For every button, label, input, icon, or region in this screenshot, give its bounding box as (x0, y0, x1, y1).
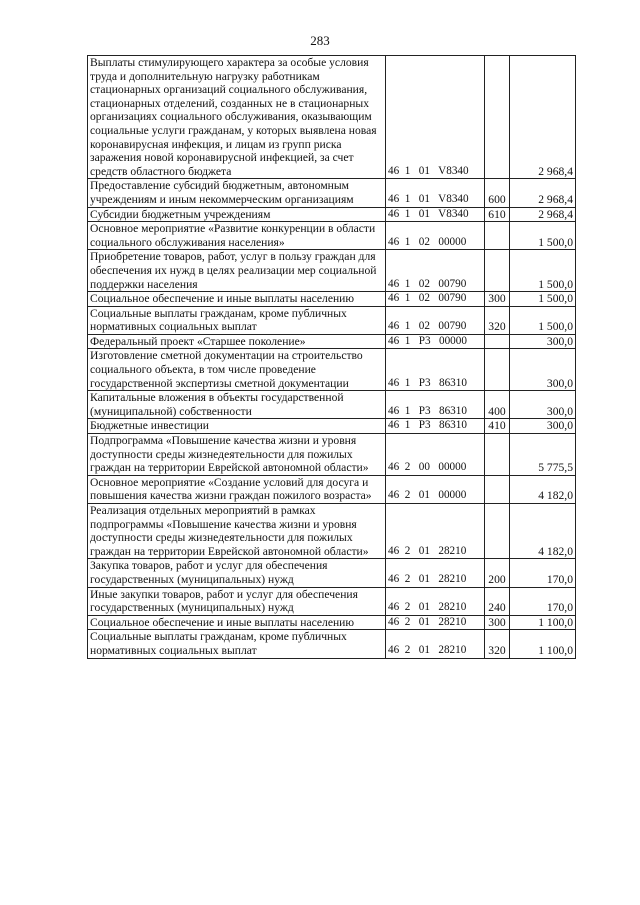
row-code: 46 2 01 00000 (386, 475, 485, 503)
row-sum: 170,0 (510, 587, 576, 615)
row-name: Капитальные вложения в объекты государственной (муниципальной) собственности (88, 391, 386, 419)
row-sum: 1 100,0 (510, 615, 576, 630)
row-sum: 170,0 (510, 559, 576, 587)
row-name: Предоставление субсидий бюджетным, автономным учреждениям и иным некоммерческим организациям (88, 179, 386, 207)
table-row (88, 630, 576, 658)
row-name: Бюджетные инвестиции (88, 419, 386, 434)
row-expense-type: 320 (485, 306, 510, 334)
row-expense-type: 410 (485, 419, 510, 434)
row-name: Социальные выплаты гражданам, кроме публичных нормативных социальных выплат (88, 306, 386, 334)
row-expense-type (485, 434, 510, 476)
row-name: Социальные выплаты гражданам, кроме публичных нормативных социальных выплат (88, 630, 386, 658)
row-sum: 2 968,4 (510, 56, 576, 179)
table-row (88, 207, 576, 222)
table-row (88, 391, 576, 419)
row-sum: 300,0 (510, 419, 576, 434)
row-sum: 2 968,4 (510, 207, 576, 222)
row-code: 46 1 02 00790 (386, 306, 485, 334)
table-row (88, 292, 576, 307)
row-name: Основное мероприятие «Создание условий для досуга и повышения качества жизни граждан пожилого возраста» (88, 475, 386, 503)
row-name: Субсидии бюджетным учреждениям (88, 207, 386, 222)
row-sum: 5 775,5 (510, 434, 576, 476)
row-name: Иные закупки товаров, работ и услуг для обеспечения государственных (муниципальных) нужд (88, 587, 386, 615)
table-row (88, 615, 576, 630)
row-code: 46 1 Р3 86310 (386, 349, 485, 391)
row-code: 46 2 01 28210 (386, 615, 485, 630)
row-expense-type: 300 (485, 615, 510, 630)
row-code: 46 1 Р3 00000 (386, 334, 485, 349)
row-name: Подпрограмма «Повышение качества жизни и уровня доступности среды жизнедеятельности для пожилых граждан на территории Еврейской автономной области» (88, 434, 386, 476)
row-sum: 1 500,0 (510, 306, 576, 334)
row-code: 46 1 01 V8340 (386, 207, 485, 222)
row-name: Реализация отдельных мероприятий в рамках подпрограммы «Повышение качества жизни и уровня доступности среды жизнедеятельности для пожилых граждан на территории Еврейской автономной области» (88, 504, 386, 559)
row-expense-type: 320 (485, 630, 510, 658)
row-expense-type (485, 349, 510, 391)
row-code: 46 1 Р3 86310 (386, 391, 485, 419)
row-name: Закупка товаров, работ и услуг для обеспечения государственных (муниципальных) нужд (88, 559, 386, 587)
table-row (88, 56, 576, 179)
row-code: 46 2 00 00000 (386, 434, 485, 476)
row-sum: 2 968,4 (510, 179, 576, 207)
row-expense-type: 200 (485, 559, 510, 587)
table-row (88, 419, 576, 434)
row-name: Основное мероприятие «Развитие конкуренции в области социального обслуживания населения» (88, 222, 386, 250)
row-sum: 1 500,0 (510, 250, 576, 292)
table-row (88, 250, 576, 292)
row-code: 46 2 01 28210 (386, 587, 485, 615)
row-name: Федеральный проект «Старшее поколение» (88, 334, 386, 349)
row-expense-type: 240 (485, 587, 510, 615)
row-code: 46 1 Р3 86310 (386, 419, 485, 434)
row-code: 46 1 01 V8340 (386, 56, 485, 179)
table-row (88, 334, 576, 349)
table-row (88, 504, 576, 559)
row-code: 46 1 02 00000 (386, 222, 485, 250)
row-sum: 300,0 (510, 349, 576, 391)
row-expense-type: 400 (485, 391, 510, 419)
row-expense-type (485, 222, 510, 250)
row-expense-type (485, 250, 510, 292)
budget-table (87, 55, 576, 659)
row-sum: 300,0 (510, 334, 576, 349)
row-name: Социальное обеспечение и иные выплаты населению (88, 292, 386, 307)
row-expense-type: 300 (485, 292, 510, 307)
row-expense-type: 610 (485, 207, 510, 222)
row-expense-type (485, 56, 510, 179)
row-sum: 4 182,0 (510, 504, 576, 559)
row-name: Выплаты стимулирующего характера за особые условия труда и дополнительную нагрузку работникам стационарных организаций социального обслуживания, стационарных отделений, созданных не в стационарных организациях социального обслуживания, оказывающим социальные услуги гражданам, у которых выявлена новая коронавирусная инфекция, и лицам из групп риска заражения новой коронавирусной инфекцией, за счет средств областного бюджета (88, 56, 386, 179)
row-name: Изготовление сметной документации на строительство социального объекта, в том числе проведение государственной экспертизы сметной документации (88, 349, 386, 391)
row-code: 46 1 02 00790 (386, 250, 485, 292)
row-code: 46 2 01 28210 (386, 504, 485, 559)
row-code: 46 2 01 28210 (386, 630, 485, 658)
row-expense-type (485, 334, 510, 349)
table-row (88, 306, 576, 334)
row-expense-type (485, 504, 510, 559)
row-code: 46 1 01 V8340 (386, 179, 485, 207)
row-sum: 1 100,0 (510, 630, 576, 658)
row-code: 46 1 02 00790 (386, 292, 485, 307)
row-name: Социальное обеспечение и иные выплаты населению (88, 615, 386, 630)
row-sum: 4 182,0 (510, 475, 576, 503)
row-code: 46 2 01 28210 (386, 559, 485, 587)
page-number: 283 (310, 33, 330, 48)
table-row (88, 434, 576, 476)
row-expense-type (485, 475, 510, 503)
table-row (88, 349, 576, 391)
row-sum: 1 500,0 (510, 292, 576, 307)
table-row (88, 222, 576, 250)
table-row (88, 587, 576, 615)
table-row (88, 559, 576, 587)
row-sum: 300,0 (510, 391, 576, 419)
table-row (88, 475, 576, 503)
row-expense-type: 600 (485, 179, 510, 207)
row-name: Приобретение товаров, работ, услуг в пользу граждан для обеспечения их нужд в целях реализации мер социальной поддержки населения (88, 250, 386, 292)
table-row (88, 179, 576, 207)
row-sum: 1 500,0 (510, 222, 576, 250)
